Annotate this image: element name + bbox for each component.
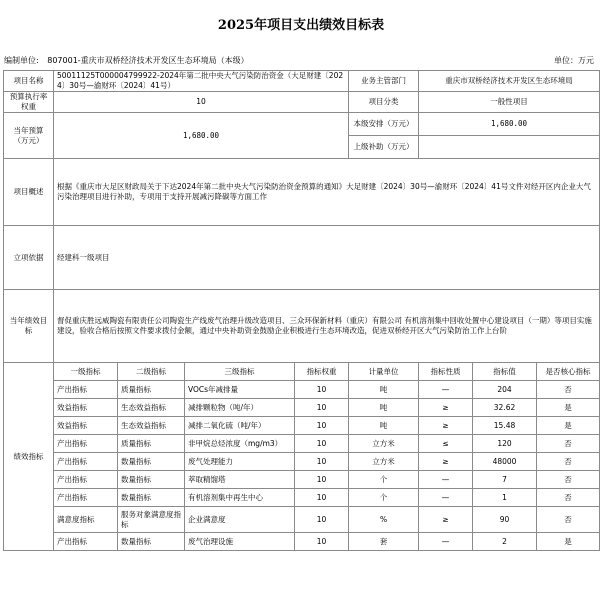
level3-cell: 企业满意度 bbox=[185, 507, 295, 533]
goal-table bbox=[3, 70, 600, 551]
level2-cell: 服务对象满意度指标 bbox=[118, 507, 185, 533]
level1-cell: 产出指标 bbox=[54, 435, 118, 453]
unit-cell: 吨 bbox=[349, 417, 419, 435]
row-overview bbox=[4, 159, 600, 226]
nature-cell: — bbox=[419, 381, 473, 399]
unit-cell: 个 bbox=[349, 471, 419, 489]
target-cell: 7 bbox=[473, 471, 537, 489]
unit-cell: 立方米 bbox=[349, 435, 419, 453]
subsidy-label: 上级补助（万元） bbox=[349, 136, 419, 159]
core-cell: 是 bbox=[537, 533, 600, 551]
level3-cell: 萃取精馏塔 bbox=[185, 471, 295, 489]
level2-cell: 数量指标 bbox=[118, 453, 185, 471]
unit-cell: % bbox=[349, 507, 419, 533]
core-cell: 否 bbox=[537, 471, 600, 489]
page-title: 2025年项目支出绩效目标表 bbox=[217, 18, 385, 33]
core-cell: 否 bbox=[537, 453, 600, 471]
target-cell: 120 bbox=[473, 435, 537, 453]
unit-cell: 吨 bbox=[349, 399, 419, 417]
unit-cell: 个 bbox=[349, 489, 419, 507]
level3-cell: VOCs年减排量 bbox=[185, 381, 295, 399]
level1-cell: 产出指标 bbox=[54, 453, 118, 471]
level3-cell: 非甲烷总烃浓度（mg/m3） bbox=[185, 435, 295, 453]
level2-cell: 质量指标 bbox=[118, 435, 185, 453]
level1-cell: 产出指标 bbox=[54, 533, 118, 551]
level2-cell: 生态效益指标 bbox=[118, 417, 185, 435]
budget-value: 1,680.00 bbox=[54, 113, 349, 159]
row-weight bbox=[4, 92, 600, 113]
target-cell: 90 bbox=[473, 507, 537, 533]
indicator-row bbox=[4, 507, 600, 533]
basis-value: 经建科一级项目 bbox=[54, 226, 600, 290]
indicator-header-row bbox=[4, 363, 600, 381]
core-cell: 否 bbox=[537, 381, 600, 399]
overview-value: 根据《重庆市大足区财政局关于下达2024年第二批中央大气污染防治资金预算的通知》大足财建〔2024〕30号—渝财环〔2024〕41号文件对经开区内企业大气污染治理项目进行补助，专项用于支持开展减污降碳等方面工作 bbox=[54, 159, 600, 226]
level1-cell: 效益指标 bbox=[54, 417, 118, 435]
dept-label: 业务主管部门 bbox=[349, 71, 419, 92]
level3-cell: 废气治理设施 bbox=[185, 533, 295, 551]
row-project-name bbox=[4, 71, 600, 92]
level3-cell: 减排颗粒物（吨/年） bbox=[185, 399, 295, 417]
level1-cell: 效益指标 bbox=[54, 399, 118, 417]
indicator-row bbox=[4, 399, 600, 417]
indicator-row bbox=[4, 533, 600, 551]
basis-label: 立项依据 bbox=[4, 226, 54, 290]
unit-label: 编制单位: bbox=[4, 56, 39, 65]
row-goal bbox=[4, 290, 600, 363]
col-header: 二级指标 bbox=[118, 363, 185, 381]
level2-cell: 质量指标 bbox=[118, 381, 185, 399]
local-value: 1,680.00 bbox=[419, 113, 600, 136]
target-cell: 15.48 bbox=[473, 417, 537, 435]
unit-cell: 吨 bbox=[349, 381, 419, 399]
local-label: 本级安排（万元） bbox=[349, 113, 419, 136]
indicator-row bbox=[4, 471, 600, 489]
money-unit: 单位：万元 bbox=[554, 56, 594, 65]
core-cell: 否 bbox=[537, 489, 600, 507]
level3-cell: 废气处理能力 bbox=[185, 453, 295, 471]
target-cell: 32.62 bbox=[473, 399, 537, 417]
core-cell: 是 bbox=[537, 399, 600, 417]
weight-cell: 10 bbox=[295, 435, 349, 453]
weight-cell: 10 bbox=[295, 533, 349, 551]
subsidy-value bbox=[419, 136, 600, 159]
level1-cell: 产出指标 bbox=[54, 489, 118, 507]
level1-cell: 产出指标 bbox=[54, 471, 118, 489]
level3-cell: 有机溶剂集中再生中心 bbox=[185, 489, 295, 507]
core-cell: 是 bbox=[537, 417, 600, 435]
indicator-row bbox=[4, 381, 600, 399]
level2-cell: 数量指标 bbox=[118, 489, 185, 507]
target-cell: 2 bbox=[473, 533, 537, 551]
nature-cell: ≤ bbox=[419, 435, 473, 453]
unit-cell: 立方米 bbox=[349, 453, 419, 471]
weight-label: 预算执行率权重 bbox=[4, 92, 54, 113]
target-cell: 204 bbox=[473, 381, 537, 399]
col-header: 指标性质 bbox=[419, 363, 473, 381]
goal-value: 督促重庆胜远威陶瓷有限责任公司陶瓷生产线废气治理升级改造项目、三众环保新材料（重庆）有限公司 有机溶剂集中回收处置中心建设项目（一期）等项目实施建设，验收合格后按照文件要求拨付金额，通过中央补助资金鼓励企业积极进行生态环境改造，促进双桥经开区大气污染防治工作上台阶 bbox=[54, 290, 600, 363]
nature-cell: ≥ bbox=[419, 399, 473, 417]
unit-line bbox=[4, 55, 249, 66]
level2-cell: 生态效益指标 bbox=[118, 399, 185, 417]
nature-cell: ≥ bbox=[419, 453, 473, 471]
level2-cell: 数量指标 bbox=[118, 471, 185, 489]
nature-cell: ≥ bbox=[419, 417, 473, 435]
goal-label: 当年绩效目标 bbox=[4, 290, 54, 363]
unit-value: 807001-重庆市双桥经济技术开发区生态环境局（本级） bbox=[47, 56, 249, 65]
col-header: 计量单位 bbox=[349, 363, 419, 381]
name-label: 项目名称 bbox=[4, 71, 54, 92]
col-header: 指标值 bbox=[473, 363, 537, 381]
weight-cell: 10 bbox=[295, 507, 349, 533]
nature-cell: — bbox=[419, 533, 473, 551]
level1-cell: 产出指标 bbox=[54, 381, 118, 399]
unit-cell: 套 bbox=[349, 533, 419, 551]
indicator-row bbox=[4, 417, 600, 435]
row-basis bbox=[4, 226, 600, 290]
dept-value: 重庆市双桥经济技术开发区生态环境局 bbox=[419, 71, 600, 92]
indicator-row bbox=[4, 435, 600, 453]
category-value: 一般性项目 bbox=[419, 92, 600, 113]
col-header: 一级指标 bbox=[54, 363, 118, 381]
weight-cell: 10 bbox=[295, 471, 349, 489]
nature-cell: ≥ bbox=[419, 507, 473, 533]
col-header: 三级指标 bbox=[185, 363, 295, 381]
indicators-section-label: 绩效指标 bbox=[4, 363, 54, 551]
name-value: 50011125T000004799922-2024年第二批中央大气污染防治资金（大足财建〔2024〕30号—渝财环〔2024〕41号） bbox=[54, 71, 349, 92]
col-header: 指标权重 bbox=[295, 363, 349, 381]
budget-label: 当年预算（万元） bbox=[4, 113, 54, 159]
weight-cell: 10 bbox=[295, 489, 349, 507]
level3-cell: 减排二氧化硫（吨/年） bbox=[185, 417, 295, 435]
weight-cell: 10 bbox=[295, 399, 349, 417]
level1-cell: 满意度指标 bbox=[54, 507, 118, 533]
target-cell: 1 bbox=[473, 489, 537, 507]
category-label: 项目分类 bbox=[349, 92, 419, 113]
weight-cell: 10 bbox=[295, 417, 349, 435]
nature-cell: — bbox=[419, 489, 473, 507]
row-budget-local bbox=[4, 113, 600, 136]
weight-cell: 10 bbox=[295, 381, 349, 399]
indicator-row bbox=[4, 453, 600, 471]
indicator-row bbox=[4, 489, 600, 507]
weight-cell: 10 bbox=[295, 453, 349, 471]
col-header: 是否核心指标 bbox=[537, 363, 600, 381]
weight-value: 10 bbox=[54, 92, 349, 113]
core-cell: 否 bbox=[537, 507, 600, 533]
target-cell: 48000 bbox=[473, 453, 537, 471]
overview-label: 项目概述 bbox=[4, 159, 54, 226]
core-cell: 否 bbox=[537, 435, 600, 453]
level2-cell: 数量指标 bbox=[118, 533, 185, 551]
nature-cell: — bbox=[419, 471, 473, 489]
